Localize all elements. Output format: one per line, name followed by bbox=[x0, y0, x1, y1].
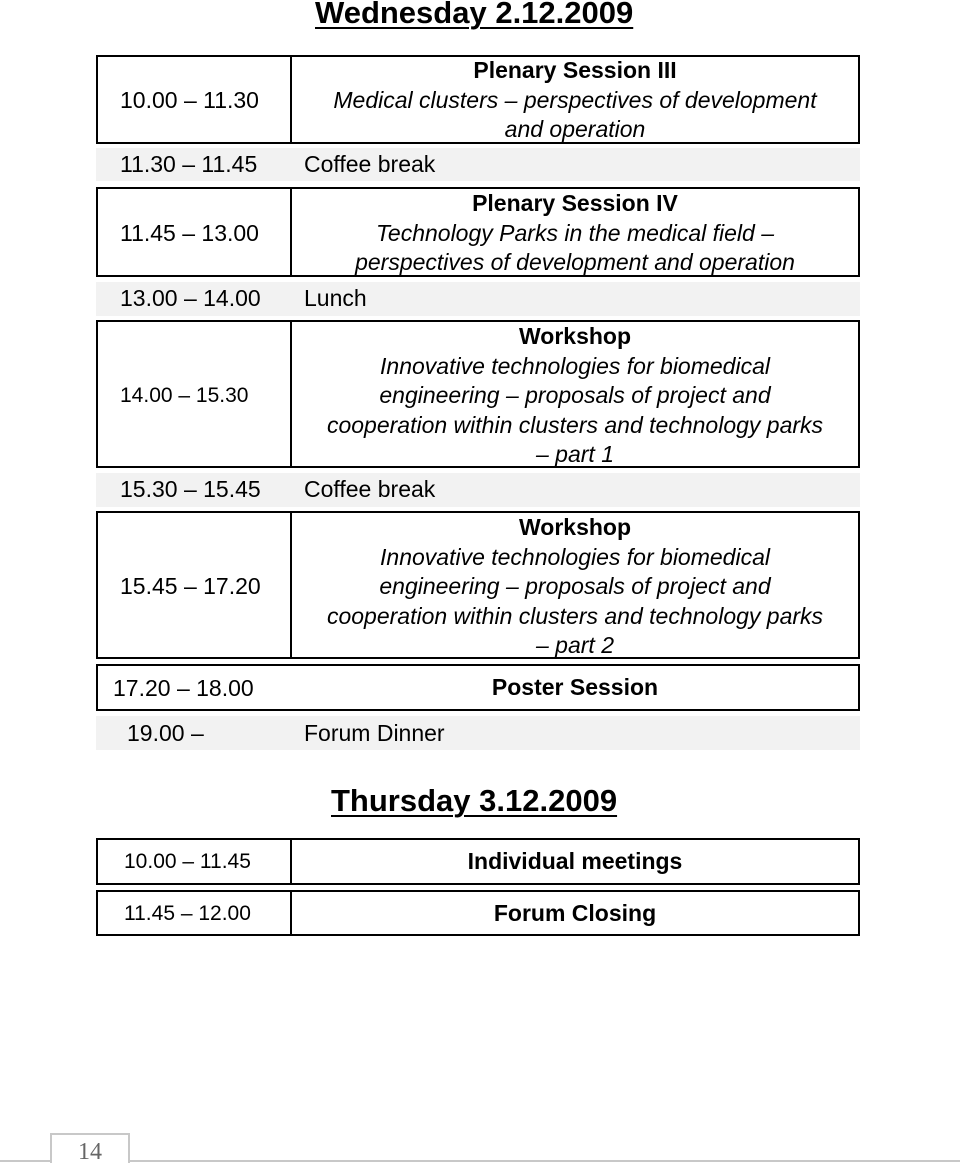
session-heading: Individual meetings bbox=[467, 848, 683, 874]
session-content bbox=[292, 56, 858, 145]
session-line: engineering – proposals of project and bbox=[379, 573, 771, 599]
session-heading: Workshop bbox=[518, 323, 632, 349]
footer-rule bbox=[0, 1160, 960, 1162]
row-time: 14.00 – 15.30 bbox=[120, 384, 249, 407]
session-heading: Plenary Session III bbox=[473, 57, 677, 83]
row-time: 10.00 – 11.45 bbox=[124, 850, 251, 873]
session-heading: Forum Closing bbox=[493, 900, 657, 926]
session-line: perspectives of development and operation bbox=[355, 249, 795, 275]
row-time: 13.00 – 14.00 bbox=[120, 285, 261, 311]
session-line: – part 2 bbox=[536, 632, 614, 658]
session-content bbox=[292, 847, 858, 877]
row-time: 17.20 – 18.00 bbox=[113, 675, 254, 701]
session-line: Technology Parks in the medical field – bbox=[375, 219, 775, 246]
session-heading: Workshop bbox=[518, 514, 632, 540]
break-label: Lunch bbox=[304, 285, 367, 311]
session-content bbox=[292, 899, 858, 929]
row-time: 19.00 – bbox=[127, 720, 204, 746]
wednesday-title: Wednesday 2.12.2009 bbox=[315, 0, 634, 30]
session-content bbox=[292, 513, 858, 661]
row-time: 11.30 – 11.45 bbox=[120, 151, 258, 177]
session-heading: Poster Session bbox=[491, 674, 659, 700]
session-heading: Plenary Session IV bbox=[472, 190, 678, 216]
page-number: 14 bbox=[78, 1139, 102, 1165]
session-content bbox=[292, 322, 858, 470]
session-line: Innovative technologies for biomedical bbox=[380, 352, 770, 379]
row-time: 15.30 – 15.45 bbox=[120, 476, 261, 502]
session-line: Medical clusters – perspectives of development bbox=[333, 86, 817, 113]
row-time: 15.45 – 17.20 bbox=[120, 573, 261, 599]
session-content bbox=[292, 673, 858, 703]
schedule-row-forum-dinner bbox=[96, 716, 860, 750]
break-label: Forum Dinner bbox=[304, 720, 445, 746]
session-line: cooperation within clusters and technology parks bbox=[326, 411, 824, 438]
row-time: 11.45 – 12.00 bbox=[124, 902, 251, 925]
session-line: cooperation within clusters and technology parks bbox=[326, 602, 824, 629]
session-line: – part 1 bbox=[536, 441, 614, 467]
row-time: 11.45 – 13.00 bbox=[120, 220, 259, 246]
session-line: engineering – proposals of project and bbox=[379, 382, 771, 408]
break-label: Coffee break bbox=[304, 151, 436, 177]
session-line: Innovative technologies for biomedical bbox=[380, 543, 770, 570]
row-time: 10.00 – 11.30 bbox=[120, 87, 259, 113]
thursday-title: Thursday 3.12.2009 bbox=[331, 783, 618, 818]
break-label: Coffee break bbox=[304, 476, 436, 502]
page-number-tab bbox=[50, 1133, 130, 1163]
session-content bbox=[292, 189, 858, 278]
session-line: and operation bbox=[504, 116, 646, 142]
